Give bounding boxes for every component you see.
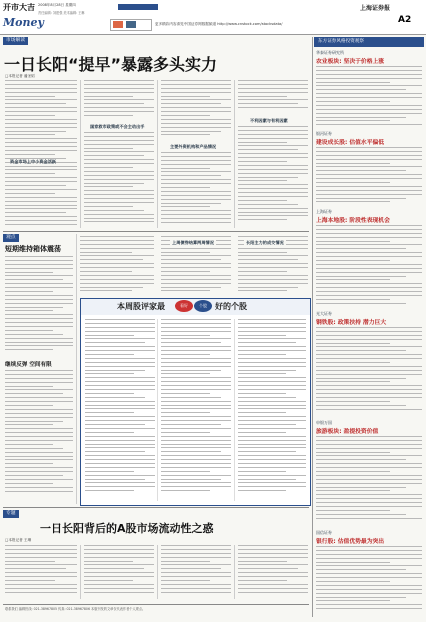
bottom-body-col1 [5, 545, 77, 599]
column-divider [234, 545, 235, 599]
byline: □本报记者 潘圣韬 [5, 74, 35, 78]
column-divider [234, 319, 235, 501]
item-title: 钢铁股: 政策扶持 潜力巨大 [316, 320, 387, 326]
right-item [316, 209, 422, 224]
footer-text: 联系我们 编辑热线: 021-38967805 传真: 021-38967806 本版刊发的文章仅代表作者个人观点。 [5, 607, 146, 611]
article-subhead: 长阳主力的成交情况 [246, 240, 284, 245]
item-kicker: 上海证券 [316, 209, 332, 214]
article-subhead: 不利因素与有利因素 [250, 118, 288, 123]
right-item [316, 420, 422, 435]
sub-column-title: 短期维持箱体震荡 [5, 245, 61, 253]
item-kicker: 华泰证券研究所 [316, 50, 344, 55]
footer-rule [3, 604, 309, 605]
article-body-col4b [238, 126, 308, 228]
logo-icon [126, 21, 136, 28]
column-divider [80, 80, 81, 228]
byline: □本报记者 王琳 [5, 538, 32, 542]
right-item [316, 50, 422, 65]
issue-date: 2008年8月28日 星期四 [38, 3, 76, 7]
article-body-col2b [84, 132, 154, 228]
right-item-body [316, 327, 422, 415]
right-item-body [316, 546, 422, 616]
item-kicker: 申银万国 [316, 420, 332, 425]
editor-line: 责任编辑: 刘建强 美术编辑: 王琳 [38, 11, 85, 15]
page-header [0, 0, 426, 35]
promo-text: 更多精彩内容请见中国证券网数据频道 http://www.cnstock.com/stocksdata/ [155, 22, 283, 26]
edition-code: A2 [398, 15, 412, 25]
section-tag: 市场解读 [3, 37, 28, 45]
right-item [316, 311, 422, 326]
article-body-col4 [238, 80, 308, 114]
badge-icon: 个股 [194, 300, 212, 312]
picks-col2 [161, 319, 231, 501]
section-rule [3, 507, 309, 508]
sub-column-body2 [5, 370, 73, 500]
article-body-col1 [5, 80, 77, 230]
section-tag: 观点 [3, 234, 19, 242]
right-item-body [316, 66, 422, 128]
column-divider [157, 80, 158, 228]
bottom-body-col4 [238, 545, 308, 599]
mid-article-col1 [80, 236, 154, 296]
money-logo: Money [3, 16, 44, 29]
article-body-col3 [161, 80, 231, 140]
masthead: 上海证券报 [360, 5, 391, 12]
bottom-body-col3 [161, 545, 231, 599]
badge-icon: 看好 [175, 300, 193, 312]
item-kicker: 光大证券 [316, 311, 332, 316]
item-kicker: 银河证券 [316, 131, 332, 136]
picks-col1 [85, 319, 155, 501]
bottom-body-col2 [84, 545, 154, 599]
article-body-col2 [84, 80, 154, 120]
section-rule [3, 231, 309, 232]
section-tag: 专题 [3, 510, 19, 518]
picks-col3 [238, 319, 306, 501]
right-item [316, 131, 422, 146]
sub-column-body [5, 256, 73, 356]
main-headline: 一日长阳“提早”暴露多头实力 [4, 55, 218, 74]
logo-icon [113, 21, 123, 28]
bottom-headline: 一日长阳背后的A股市场流动性之惑 [40, 522, 214, 535]
article-subhead: 国家救市政策或不会主动出手 [90, 124, 145, 129]
column-divider [234, 80, 235, 228]
item-title: 旅游板块: 盈提投资价值 [316, 429, 379, 435]
right-column-divider [312, 37, 313, 617]
item-title: 农业板块: 坚决于价格上涨 [316, 59, 385, 65]
article-body-col3b [161, 152, 231, 228]
article-subhead: 主要外资机构和产品情况 [170, 144, 217, 149]
right-item [316, 530, 422, 545]
right-item-body [316, 147, 422, 205]
box-title-left: 本周股评家最 [117, 302, 165, 311]
item-kicker: 国信证券 [316, 530, 332, 535]
header-color-bar [118, 4, 158, 10]
item-title: 银行股: 估值优势最为突出 [316, 539, 385, 545]
right-item-body [316, 436, 422, 524]
article-subhead: 上周债券结算两周情况 [172, 240, 214, 245]
right-item-body [316, 225, 422, 307]
publication-name: 开市大吉 [3, 3, 35, 12]
column-divider [80, 545, 81, 599]
box-title-right: 好的个股 [215, 302, 247, 311]
right-banner: 东方证券风格投资观察 [314, 37, 424, 47]
column-divider [157, 545, 158, 599]
item-title: 建设成长股: 估值水平偏低 [316, 140, 385, 146]
toolbar-box [110, 19, 152, 31]
column-divider [157, 319, 158, 501]
stock-picks-box [80, 298, 311, 506]
sub-column-subtitle: 继续反弹 空间有限 [5, 362, 52, 368]
column-divider [76, 234, 77, 504]
item-title: 上海本地股: 阶段性表现机会 [316, 218, 390, 224]
article-subhead: 资金市场上中小资金活跃 [10, 159, 57, 164]
